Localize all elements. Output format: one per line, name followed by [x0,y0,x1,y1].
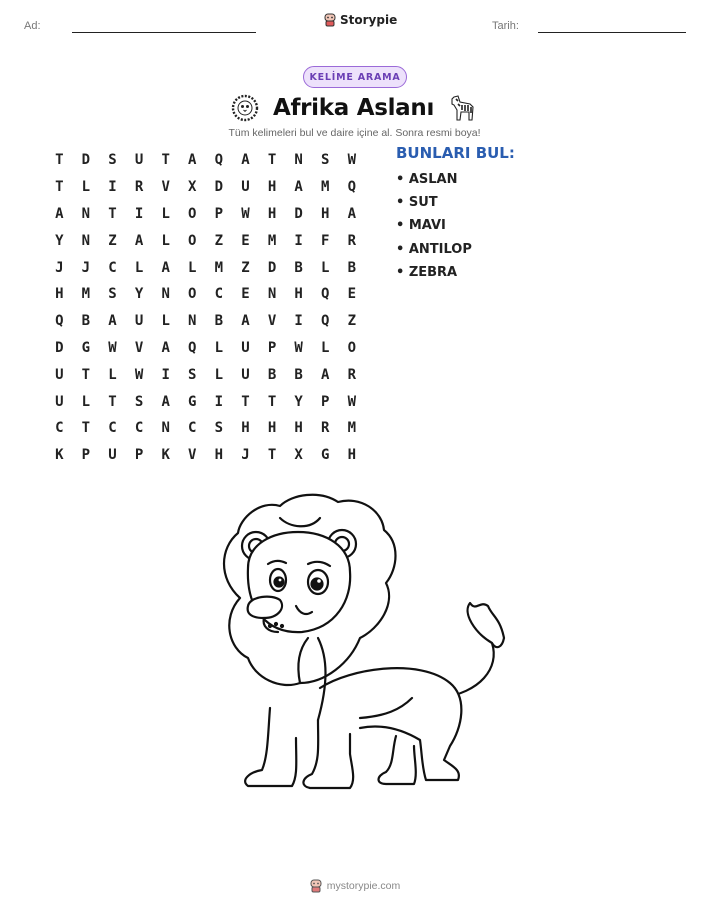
grid-letter[interactable]: L [188,259,197,276]
grid-letter[interactable]: T [267,393,277,410]
grid-letter[interactable]: P [267,339,277,356]
grid-letter[interactable]: H [267,179,277,196]
grid-letter[interactable]: I [134,205,144,222]
word-item: • ZEBRA [396,264,458,280]
grid-letter[interactable]: S [188,366,197,383]
grid-letter[interactable]: M [321,179,330,196]
grid-letter[interactable]: Q [347,179,357,196]
grid-letter[interactable]: B [294,366,303,383]
grid-letter[interactable]: Z [241,259,250,276]
brand-logo [323,13,397,27]
grid-letter[interactable]: G [321,447,330,464]
grid-letter[interactable]: C [108,259,117,276]
grid-letter[interactable]: V [188,447,197,464]
footer [0,879,709,893]
grid-letter[interactable]: I [294,313,303,330]
zebra-icon [448,93,478,123]
grid-letter[interactable]: L [134,259,144,276]
grid-letter[interactable]: U [241,179,250,196]
grid-letter[interactable]: P [134,447,144,464]
grid-letter[interactable]: U [241,339,250,356]
grid-letter[interactable]: Q [188,339,197,356]
grid-letter[interactable]: L [108,366,117,383]
grid-letter[interactable]: V [134,339,144,356]
grid-letter[interactable]: H [267,205,277,222]
grid-letter[interactable]: H [214,447,224,464]
grid-letter[interactable]: E [241,232,250,249]
grid-letter[interactable]: L [321,339,330,356]
grid-letter[interactable]: G [81,339,91,356]
grid-letter[interactable]: A [347,205,357,222]
grid-letter[interactable]: Q [321,286,330,303]
grid-letter[interactable]: Y [294,393,303,410]
grid-letter[interactable]: Q [55,313,64,330]
grid-letter[interactable]: Y [134,286,144,303]
grid-letter[interactable]: D [81,152,91,169]
grid-letter[interactable]: A [241,313,250,330]
grid-letter[interactable]: O [188,232,197,249]
grid-letter[interactable]: A [321,366,330,383]
grid-letter[interactable]: H [321,205,330,222]
grid-letter[interactable]: I [108,179,117,196]
grid-letter[interactable]: W [241,205,250,222]
word-list [396,171,472,287]
grid-letter[interactable]: N [188,313,197,330]
grid-letter[interactable]: T [55,152,64,169]
grid-letter[interactable]: T [267,447,277,464]
instructions: Tüm kelimeleri bul ve daire içine al. Sonra resmi boya! [228,127,481,139]
grid-letter[interactable]: B [81,313,91,330]
grid-letter[interactable]: B [294,259,303,276]
grid-letter[interactable]: A [241,152,250,169]
grid-letter[interactable]: U [108,447,117,464]
grid-letter[interactable]: L [161,232,170,249]
grid-letter[interactable]: Z [214,232,224,249]
grid-letter[interactable]: U [134,152,144,169]
grid-letter[interactable]: W [134,366,144,383]
grid-letter[interactable]: M [81,286,91,303]
grid-letter[interactable]: P [81,447,91,464]
grid-letter[interactable]: K [161,447,170,464]
grid-letter[interactable]: T [108,393,117,410]
grid-letter[interactable]: E [347,286,357,303]
grid-letter[interactable]: S [321,152,330,169]
name-line[interactable] [72,32,256,33]
grid-letter[interactable]: J [241,447,250,464]
page-title: Afrika Aslanı [272,95,435,121]
grid-letter[interactable]: U [55,366,64,383]
grid-letter[interactable]: H [267,420,277,437]
grid-letter[interactable]: R [347,366,357,383]
grid-letter[interactable]: M [214,259,224,276]
storypie-mascot-icon [309,879,323,893]
word-item: • SUT [396,195,438,211]
grid-letter[interactable]: X [294,447,303,464]
date-line[interactable] [538,32,686,33]
grid-letter[interactable]: D [294,205,303,222]
word-item: • MAVI [396,218,446,234]
name-label: Ad: [24,20,41,32]
grid-letter[interactable]: S [214,420,224,437]
grid-letter[interactable]: T [267,152,277,169]
grid-letter[interactable]: V [161,179,170,196]
grid-letter[interactable]: E [241,286,250,303]
grid-letter[interactable]: L [81,393,91,410]
grid-letter[interactable]: B [347,259,357,276]
grid-letter[interactable]: I [294,232,303,249]
grid-letter[interactable]: Q [214,152,224,169]
grid-letter[interactable]: C [55,420,64,437]
grid-letter[interactable]: A [134,232,144,249]
word-item: • ANTILOP [396,241,472,257]
grid-letter[interactable]: U [241,366,250,383]
grid-letter[interactable]: C [108,420,117,437]
grid-letter[interactable]: J [81,259,91,276]
grid-letter[interactable]: K [55,447,64,464]
grid-letter[interactable]: L [214,366,224,383]
brand-name: Storypie [340,13,398,27]
grid-letter[interactable]: W [108,339,117,356]
grid-letter[interactable]: C [134,420,144,437]
grid-letter[interactable]: D [267,259,277,276]
grid-letter[interactable]: Z [108,232,117,249]
grid-letter[interactable]: Y [55,232,64,249]
grid-letter[interactable]: N [81,232,91,249]
grid-letter[interactable]: S [134,393,144,410]
grid-letter[interactable]: C [214,286,224,303]
grid-letter[interactable]: L [161,205,170,222]
footer-url[interactable]: mystorypie.com [326,880,401,892]
lion-face-icon [231,94,259,122]
grid-letter[interactable]: M [267,232,277,249]
date-label: Tarih: [492,20,519,32]
title-row [0,90,709,126]
grid-letter[interactable]: N [294,152,303,169]
grid-letter[interactable]: A [294,179,303,196]
grid-letter[interactable]: A [161,259,170,276]
grid-letter[interactable]: G [188,393,197,410]
grid-letter[interactable]: N [81,205,91,222]
grid-letter[interactable]: H [55,286,64,303]
grid-letter[interactable]: N [161,420,170,437]
grid-letter[interactable]: T [81,366,91,383]
grid-letter[interactable]: I [214,393,224,410]
grid-letter[interactable]: H [347,447,357,464]
grid-letter[interactable]: S [108,152,117,169]
grid-letter[interactable]: N [161,286,170,303]
grid-letter[interactable]: P [321,393,330,410]
grid-letter[interactable]: F [321,232,330,249]
grid-letter[interactable]: O [188,205,197,222]
grid-letter[interactable]: B [267,366,277,383]
grid-letter[interactable]: L [81,179,91,196]
grid-letter[interactable]: H [294,420,303,437]
grid-letter[interactable]: Q [321,313,330,330]
word-search-grid[interactable] [46,147,365,469]
grid-letter[interactable]: A [55,205,64,222]
storypie-mascot-icon [323,13,337,27]
grid-letter[interactable]: A [161,339,170,356]
word-item: • ASLAN [396,172,458,187]
grid-letter[interactable]: U [134,313,144,330]
grid-letter[interactable]: I [161,366,170,383]
grid-letter[interactable]: A [161,393,170,410]
grid-letter[interactable]: D [55,339,64,356]
grid-letter[interactable]: P [214,205,224,222]
grid-letter[interactable]: U [55,393,64,410]
grid-letter[interactable]: M [347,420,357,437]
grid-letter[interactable]: D [214,179,224,196]
grid-letter[interactable]: W [347,393,357,410]
grid-letter[interactable]: O [188,286,197,303]
grid-letter[interactable]: T [108,205,117,222]
grid-letter[interactable]: Z [347,313,357,330]
grid-letter[interactable]: V [267,313,277,330]
grid-letter[interactable]: W [347,152,357,169]
puzzle-type-badge: KELİME ARAMA [303,66,407,88]
grid-letter[interactable]: T [81,420,91,437]
grid-letter[interactable]: T [161,152,170,169]
grid-letter[interactable]: O [347,339,357,356]
grid-letter[interactable]: C [188,420,197,437]
grid-letter[interactable]: L [321,259,330,276]
grid-letter[interactable]: A [108,313,117,330]
grid-letter[interactable]: R [134,179,144,196]
grid-letter[interactable]: W [294,339,303,356]
lion-coloring-illustration[interactable] [200,488,510,798]
grid-letter[interactable]: H [241,420,250,437]
grid-letter[interactable]: J [55,259,64,276]
grid-letter[interactable]: R [347,232,357,249]
word-list-title: BUNLARI BUL: [396,144,515,162]
grid-letter[interactable]: A [188,152,197,169]
grid-letter[interactable]: T [55,179,64,196]
grid-letter[interactable]: H [294,286,303,303]
grid-letter[interactable]: S [108,286,117,303]
grid-letter[interactable]: X [188,179,197,196]
grid-letter[interactable]: R [321,420,330,437]
grid-letter[interactable]: L [161,313,170,330]
grid-letter[interactable]: T [241,393,250,410]
grid-letter[interactable]: L [214,339,224,356]
grid-letter[interactable]: N [267,286,277,303]
grid-letter[interactable]: B [214,313,224,330]
